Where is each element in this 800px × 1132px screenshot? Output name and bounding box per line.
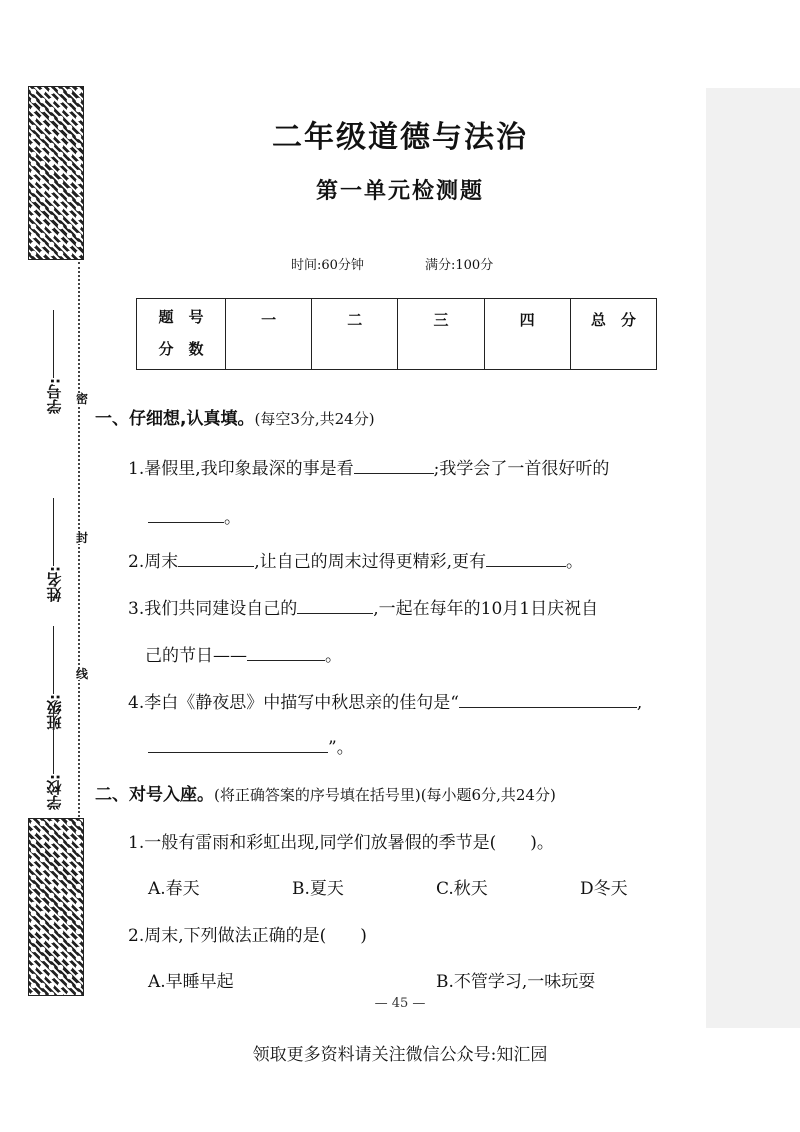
s1-question-3-line2: [145, 641, 342, 666]
s1-q2-blank-2[interactable]: [486, 550, 566, 567]
s1-q4-text-c: ”。: [328, 738, 354, 758]
s2-q1-option-b[interactable]: B.夏天: [292, 879, 344, 899]
s1-q3-blank-1[interactable]: [297, 597, 373, 614]
s1-q3-text-c: 己的节日——: [145, 646, 247, 666]
s1-question-1-line1: [128, 454, 609, 479]
score-col-total[interactable]: 总 分: [570, 299, 656, 370]
s1-q2-blank-1[interactable]: [178, 550, 254, 567]
student-name-field[interactable]: [42, 472, 66, 602]
s1-q2-text-b: ,让自己的周末过得更精彩,更有: [254, 552, 487, 572]
s2-q1-option-c[interactable]: C.秋天: [436, 879, 488, 899]
s1-q1-text-c: 。: [224, 508, 241, 528]
s1-q3-blank-2[interactable]: [247, 644, 325, 661]
class-label: 班级:: [45, 694, 64, 730]
section2-heading: [95, 780, 556, 805]
score-table-row2-header: 分 数: [158, 340, 204, 358]
student-id-field[interactable]: [42, 284, 66, 414]
student-id-label: 学号:: [45, 378, 64, 414]
scan-shading: [706, 88, 800, 1028]
s2-q2-option-a[interactable]: A.早睡早起: [148, 972, 234, 992]
footer-note: 领取更多资料请关注微信公众号:知汇园: [252, 1045, 548, 1065]
s1-question-1-line2: [148, 503, 241, 528]
decorative-pattern-bottom: [28, 818, 84, 996]
s1-question-2: [128, 547, 583, 572]
s1-q1-blank-1[interactable]: [354, 457, 434, 474]
score-col-3[interactable]: 三: [398, 299, 484, 370]
page-subtitle: 第一单元检测题: [315, 178, 484, 204]
s1-q1-blank-2[interactable]: [148, 506, 224, 523]
s2-q1-option-a[interactable]: A.春天: [148, 879, 200, 899]
s1-question-4-line1: [128, 688, 642, 713]
section2-title: 二、对号入座。: [95, 785, 214, 805]
score-table-header-cell: [137, 299, 226, 370]
student-name-label: 姓名:: [45, 566, 64, 602]
school-label: 学校:: [45, 774, 64, 810]
s1-q4-text-b: ,: [636, 693, 643, 713]
score-table: [136, 298, 657, 370]
s2-q1-option-d[interactable]: D冬天: [580, 879, 628, 899]
s1-question-3-line1: [128, 594, 598, 619]
s2-question-2: 2.周末,下列做法正确的是( ): [128, 926, 367, 946]
section1-heading: [95, 404, 375, 429]
page-number: — 45 —: [374, 996, 426, 1011]
score-col-2[interactable]: 二: [312, 299, 398, 370]
s1-q4-blank-2[interactable]: [148, 736, 328, 753]
s1-q2-text-c: 。: [566, 552, 584, 572]
full-score: 满分:100分: [425, 258, 494, 273]
section2-note: (将正确答案的序号填在括号里)(每小题6分,共24分): [214, 786, 556, 804]
seal-char-mi: 密: [76, 392, 89, 406]
s1-question-4-line2: [148, 733, 354, 758]
s1-q1-text-b: ;我学会了一首很好听的: [433, 459, 610, 479]
seal-char-feng: 封: [76, 531, 89, 545]
seal-char-xian: 线: [76, 667, 89, 681]
s2-question-1: 1.一般有雷雨和彩虹出现,同学们放暑假的季节是( )。: [128, 833, 554, 853]
page-title: 二年级道德与法治: [272, 120, 528, 155]
s1-q3-text-d: 。: [325, 646, 342, 666]
score-table-row1-header: 题 号: [158, 308, 204, 326]
s1-q4-blank-1[interactable]: [459, 691, 637, 708]
s1-q3-text-b: ,一起在每年的10月1日庆祝自: [373, 599, 599, 619]
school-field[interactable]: [42, 700, 66, 810]
s1-q4-text-a: 4.李白《静夜思》中描写中秋思亲的佳句是“: [128, 693, 459, 713]
s2-q2-option-b[interactable]: B.不管学习,一味玩耍: [436, 972, 596, 992]
section1-title: 一、仔细想,认真填。: [95, 409, 255, 429]
score-col-1[interactable]: 一: [226, 299, 312, 370]
time-limit: 时间:60分钟: [291, 258, 364, 273]
s1-q3-text-a: 3.我们共同建设自己的: [128, 599, 298, 619]
s1-q1-text-a: 1.暑假里,我印象最深的事是看: [128, 459, 354, 479]
s1-q2-text-a: 2.周末: [128, 552, 179, 572]
score-col-4[interactable]: 四: [484, 299, 570, 370]
section1-note: (每空3分,共24分): [254, 410, 375, 428]
